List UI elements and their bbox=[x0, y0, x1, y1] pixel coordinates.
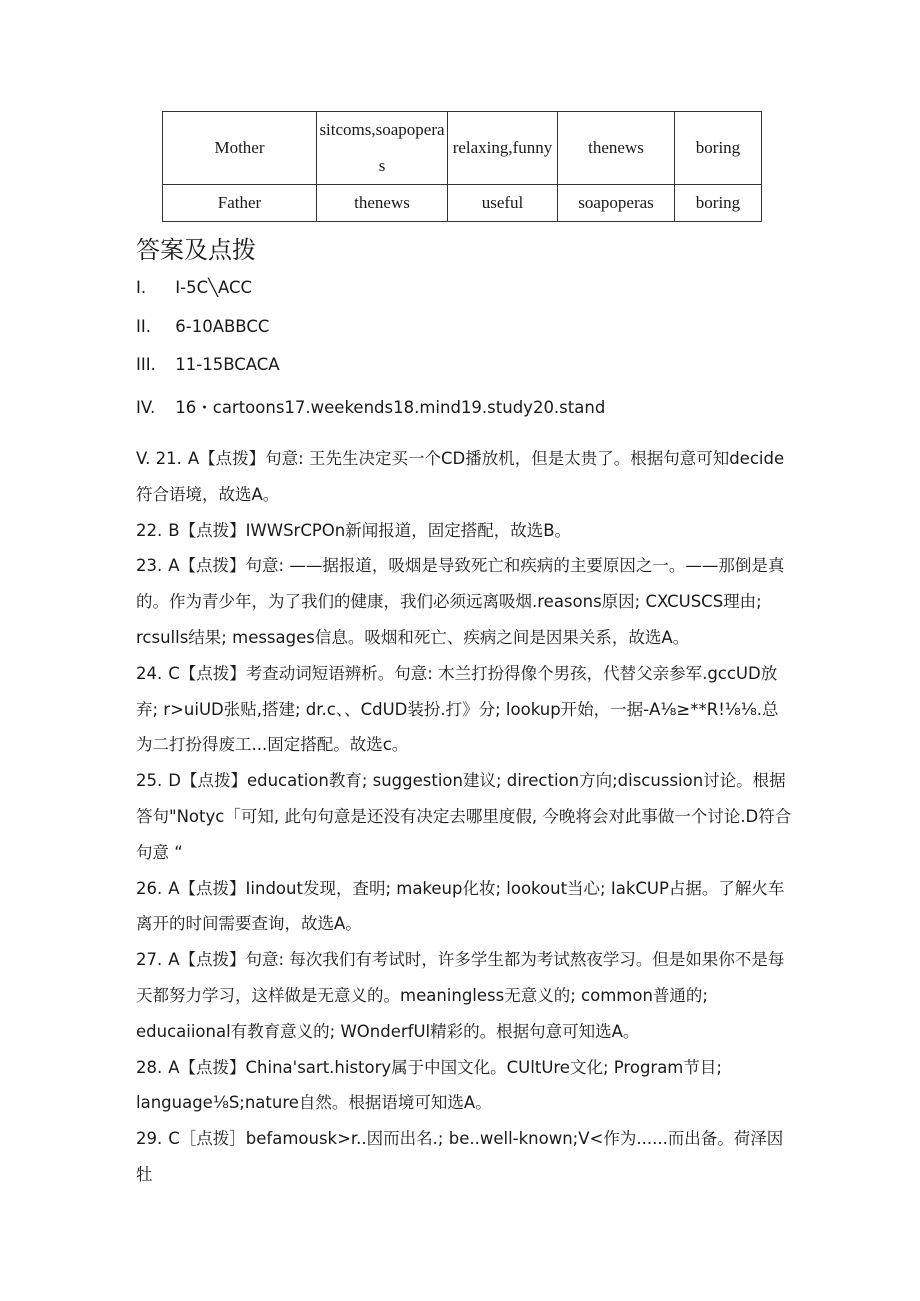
table-cell: thenews bbox=[317, 185, 448, 222]
table-cell: Mother bbox=[163, 112, 317, 185]
table-cell: boring bbox=[675, 185, 762, 222]
list-item bbox=[136, 763, 792, 870]
item-text: D【点拨】education教育; suggestion建议; direction方向;discussion讨论。根据答句"Notyc「可知, 此句句意是还没有决定去哪里度假, 今晚将会对此事做一个讨论.D符合句意 “ bbox=[136, 771, 792, 862]
item-text: A【点拨】Iindout发现，査明; makeup化妆; lookout当心; IakCUP占据。了解火车离开的时间需要查询，故选A。 bbox=[136, 878, 785, 934]
list-item bbox=[136, 513, 792, 549]
explanation-list bbox=[136, 441, 792, 1193]
item-text: A【点拨】句意: 每次我们有考试时，许多学生都为考试熬夜学习。但是如果你不是每天都努力学习，这样做是无意义的。meaningless无意义的; common普通的; educaiional有教育意义的; WOnderfUl精彩的。根据句意可知选A。 bbox=[136, 950, 785, 1041]
answer-label: III. bbox=[136, 355, 156, 374]
list-item bbox=[136, 548, 792, 655]
item-text: C【点拨】考查动词短语辨析。句意: 木兰打扮得像个男孩，代替父亲参军.gccUD放弃; r>uiUD张贴,搭建; dr.c、、CdUD装扮.打》分; lookup开始，一据-A⅛≥**R!⅛⅛.总为二打扮得废工...固定搭配。故选c。 bbox=[136, 663, 779, 755]
item-text: A【点拨】句意: ——据报道，吸烟是导致死亡和疾病的主要原因之一。——那倒是真的。作为青少年，为了我们的健康，我们必须远离吸烟.reasons原因; CXCUSCS理由; rcsulls结果; messages信息。吸烟和死亡、疾病之间是因果关系，故选A。 bbox=[136, 556, 785, 647]
item-number: 29. bbox=[136, 1129, 163, 1149]
item-number: 24. bbox=[136, 663, 163, 683]
table-cell: relaxing,funny bbox=[448, 112, 558, 185]
answer-label: II. bbox=[136, 317, 151, 336]
answer-text: 11-15BCACA bbox=[175, 355, 280, 374]
item-number: 23. bbox=[136, 556, 163, 576]
item-number: 25. bbox=[136, 771, 163, 791]
table-row bbox=[163, 185, 762, 222]
table-cell: boring bbox=[675, 112, 762, 185]
answer-line bbox=[136, 355, 280, 374]
answer-text: 16・cartoons17.weekends18.mind19.study20.stand bbox=[175, 398, 606, 417]
item-number: V. 21. bbox=[136, 449, 182, 468]
answer-label: IV. bbox=[136, 398, 156, 417]
table-cell: soapoperas bbox=[558, 185, 675, 222]
item-text: A【点拨】句意: 王先生决定买一个CD播放机，但是太贵了。根据句意可知decide符合语境，故选A。 bbox=[136, 449, 785, 504]
list-item bbox=[136, 441, 792, 513]
answer-text: I-5C╲ACC bbox=[175, 278, 253, 297]
table-row bbox=[163, 112, 762, 185]
item-text: A【点拨】China'sart.history属于中国文化。CUltUre文化; Program节目; language⅛S;nature自然。根据语境可知选A。 bbox=[136, 1057, 722, 1113]
answer-text: 6-10ABBCC bbox=[175, 317, 270, 336]
answer-label: I. bbox=[136, 278, 147, 297]
item-text: C［点拨］befamousk>r..因而出名.; be..well-known;V<作为......而出备。荷泽因牡 bbox=[136, 1129, 784, 1184]
answer-line bbox=[136, 317, 269, 336]
table-cell: thenews bbox=[558, 112, 675, 185]
list-item bbox=[136, 656, 792, 763]
list-item bbox=[136, 871, 792, 943]
table-cell: sitcoms,soapoperas bbox=[317, 112, 448, 185]
list-item bbox=[136, 1121, 792, 1193]
list-item bbox=[136, 942, 792, 1049]
item-number: 28. bbox=[136, 1057, 163, 1077]
section-heading: 答案及点拨 bbox=[136, 236, 256, 264]
survey-table bbox=[162, 111, 762, 222]
table-cell: Father bbox=[163, 185, 317, 222]
answer-line bbox=[136, 278, 252, 297]
answer-line bbox=[136, 394, 605, 418]
item-text: B【点拨】IWWSrCPOn新闻报道，固定搭配，故选B。 bbox=[168, 520, 572, 540]
item-number: 27. bbox=[136, 950, 163, 970]
item-number: 26. bbox=[136, 878, 163, 898]
table-cell: useful bbox=[448, 185, 558, 222]
item-number: 22. bbox=[136, 520, 163, 540]
list-item bbox=[136, 1050, 792, 1122]
